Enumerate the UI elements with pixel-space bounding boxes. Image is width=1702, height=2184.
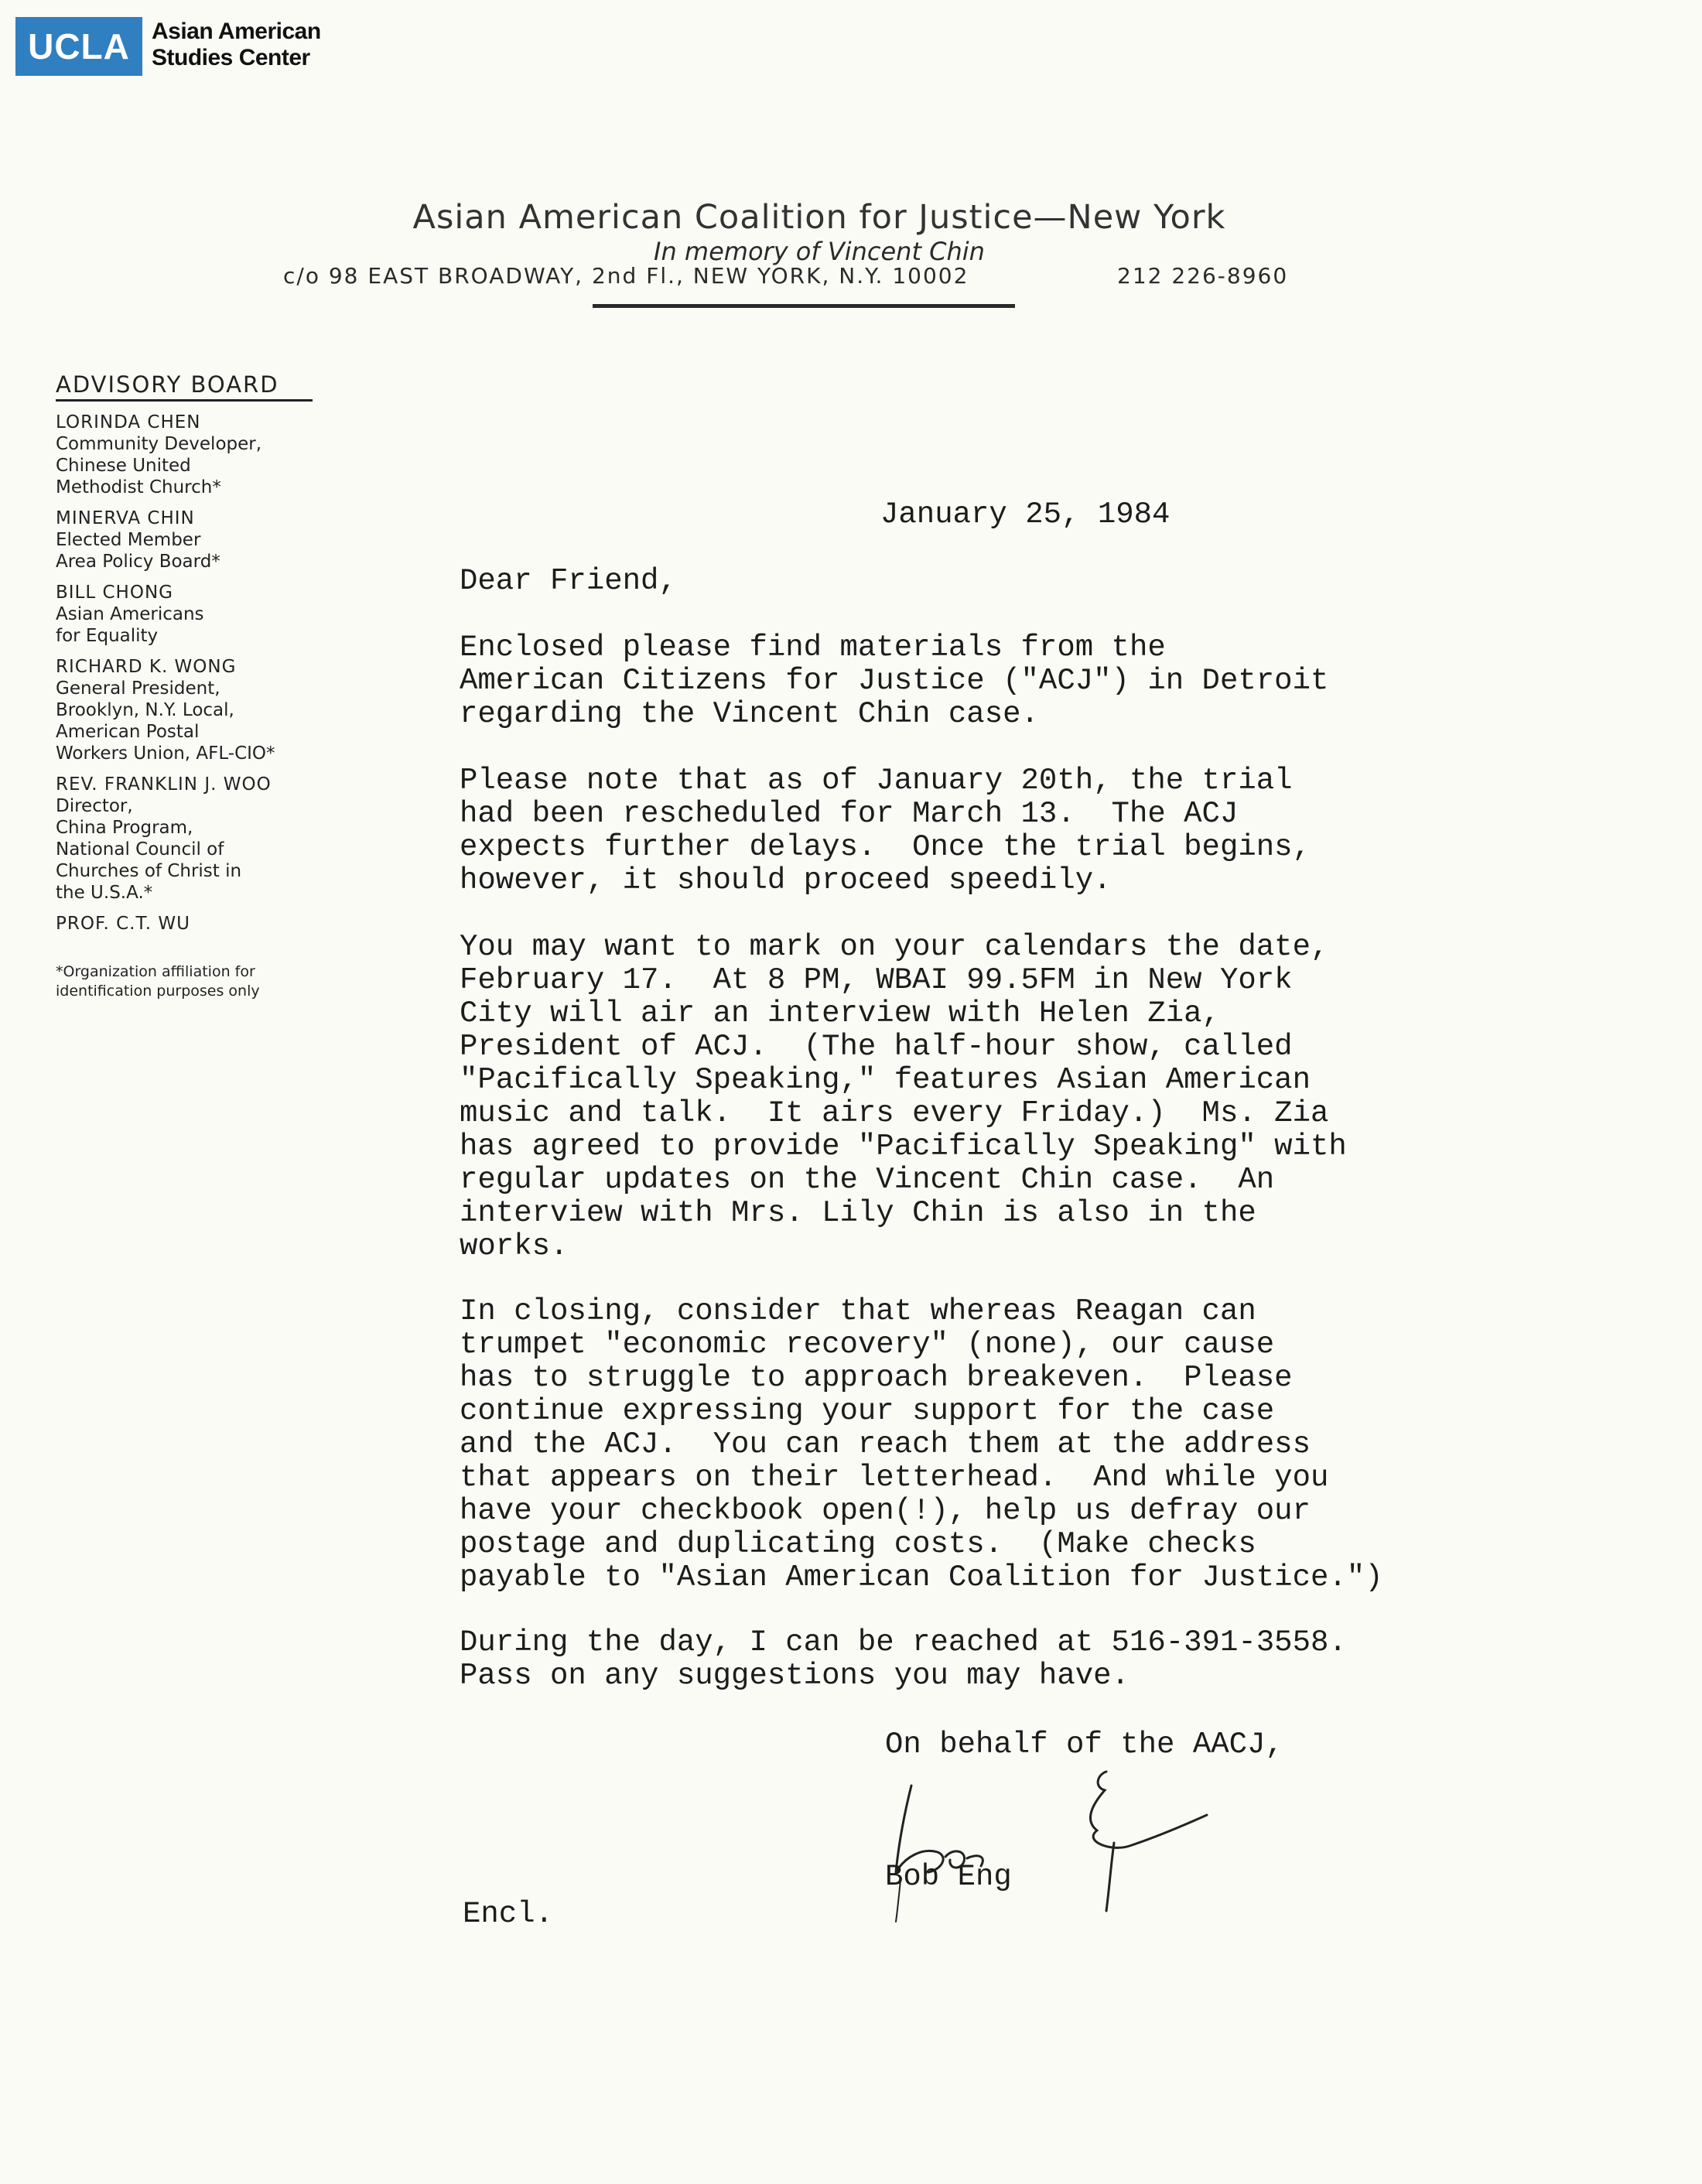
organization-address: c/o 98 EAST BROADWAY, 2nd Fl., NEW YORK, N.Y. 10002 xyxy=(283,263,969,289)
letter-paragraph: Please note that as of January 20th, the trial had been rescheduled for March 13. The ACJ expects further delays. Once the trial begins, however, it should proceed speedily. xyxy=(460,764,1311,897)
letter-paragraph: Enclosed please find materials from the American Citizens for Justice ("ACJ") in Detroit regarding the Vincent Chin case. xyxy=(460,631,1329,731)
organization-name: Asian American Coalition for Justice—New York xyxy=(412,198,1226,237)
ucla-logo: UCLA xyxy=(15,17,142,76)
board-member-role: Director, China Program, National Council of Churches of Christ in the U.S.A.* xyxy=(56,796,242,903)
board-member-name: BILL CHONG xyxy=(56,583,173,603)
board-member xyxy=(56,774,334,904)
board-member-name: PROF. C.T. WU xyxy=(56,914,190,934)
letter-paragraph: You may want to mark on your calendars the date, February 17. At 8 PM, WBAI 99.5FM in New York City will air an interview with Helen Zia, President of ACJ. (The half-hour show, called "Pacifically Speaking," features Asian American music and talk. It airs every Friday.) Ms. Zia has agreed to provide "Pacifically Speaking" with regular updates on the Vincent Chin case. An interview with Mrs. Lily Chin is also in the works. xyxy=(460,930,1347,1263)
letter-date: January 25, 1984 xyxy=(880,497,1171,531)
letterhead-divider xyxy=(593,304,1015,308)
board-member xyxy=(56,656,334,764)
memorial-line: In memory of Vincent Chin xyxy=(654,237,985,266)
advisory-board-footnote: *Organization affiliation for identification purposes only xyxy=(56,963,260,1000)
center-name: Asian American Studies Center xyxy=(152,19,321,70)
board-member-name: LORINDA CHEN xyxy=(56,412,201,432)
board-member-role: Elected Member Area Policy Board* xyxy=(56,530,220,572)
board-member xyxy=(56,913,334,935)
advisory-board-title: ADVISORY BOARD xyxy=(56,371,279,398)
letter-paragraph: During the day, I can be reached at 516-391-3558. Pass on any suggestions you may have. xyxy=(460,1625,1347,1693)
organization-phone: 212 226-8960 xyxy=(1117,263,1289,289)
salutation: Dear Friend, xyxy=(460,564,677,598)
board-member-name: RICHARD K. WONG xyxy=(56,657,237,677)
board-member xyxy=(56,508,334,572)
board-member-role: Asian Americans for Equality xyxy=(56,604,204,646)
board-member xyxy=(56,582,334,647)
advisory-board-list xyxy=(56,412,334,944)
enclosure-note: Encl. xyxy=(463,1897,554,1931)
board-member-role: Community Developer, Chinese United Methodist Church* xyxy=(56,434,262,497)
letter-closing: On behalf of the AACJ, xyxy=(885,1728,1283,1762)
typed-signatory-name: Bob Eng xyxy=(885,1860,1012,1894)
board-member xyxy=(56,412,334,498)
advisory-board-underline xyxy=(56,399,313,402)
letter-paragraph: In closing, consider that whereas Reagan can trumpet "economic recovery" (none), our cause has to struggle to approach breakeven. Please continue expressing your support for the case and the ACJ. You can reach them at the address that appears on their letterhead. And while you have your checkbook open(!), help us defray our postage and duplicating costs. (Make checks payable to "Asian American Coalition for Justice.") xyxy=(460,1294,1383,1594)
handwritten-signature xyxy=(851,1756,1238,1934)
board-member-role: General President, Brooklyn, N.Y. Local, American Postal Workers Union, AFL-CIO* xyxy=(56,678,275,764)
board-member-name: REV. FRANKLIN J. WOO xyxy=(56,774,272,795)
board-member-name: MINERVA CHIN xyxy=(56,508,195,528)
